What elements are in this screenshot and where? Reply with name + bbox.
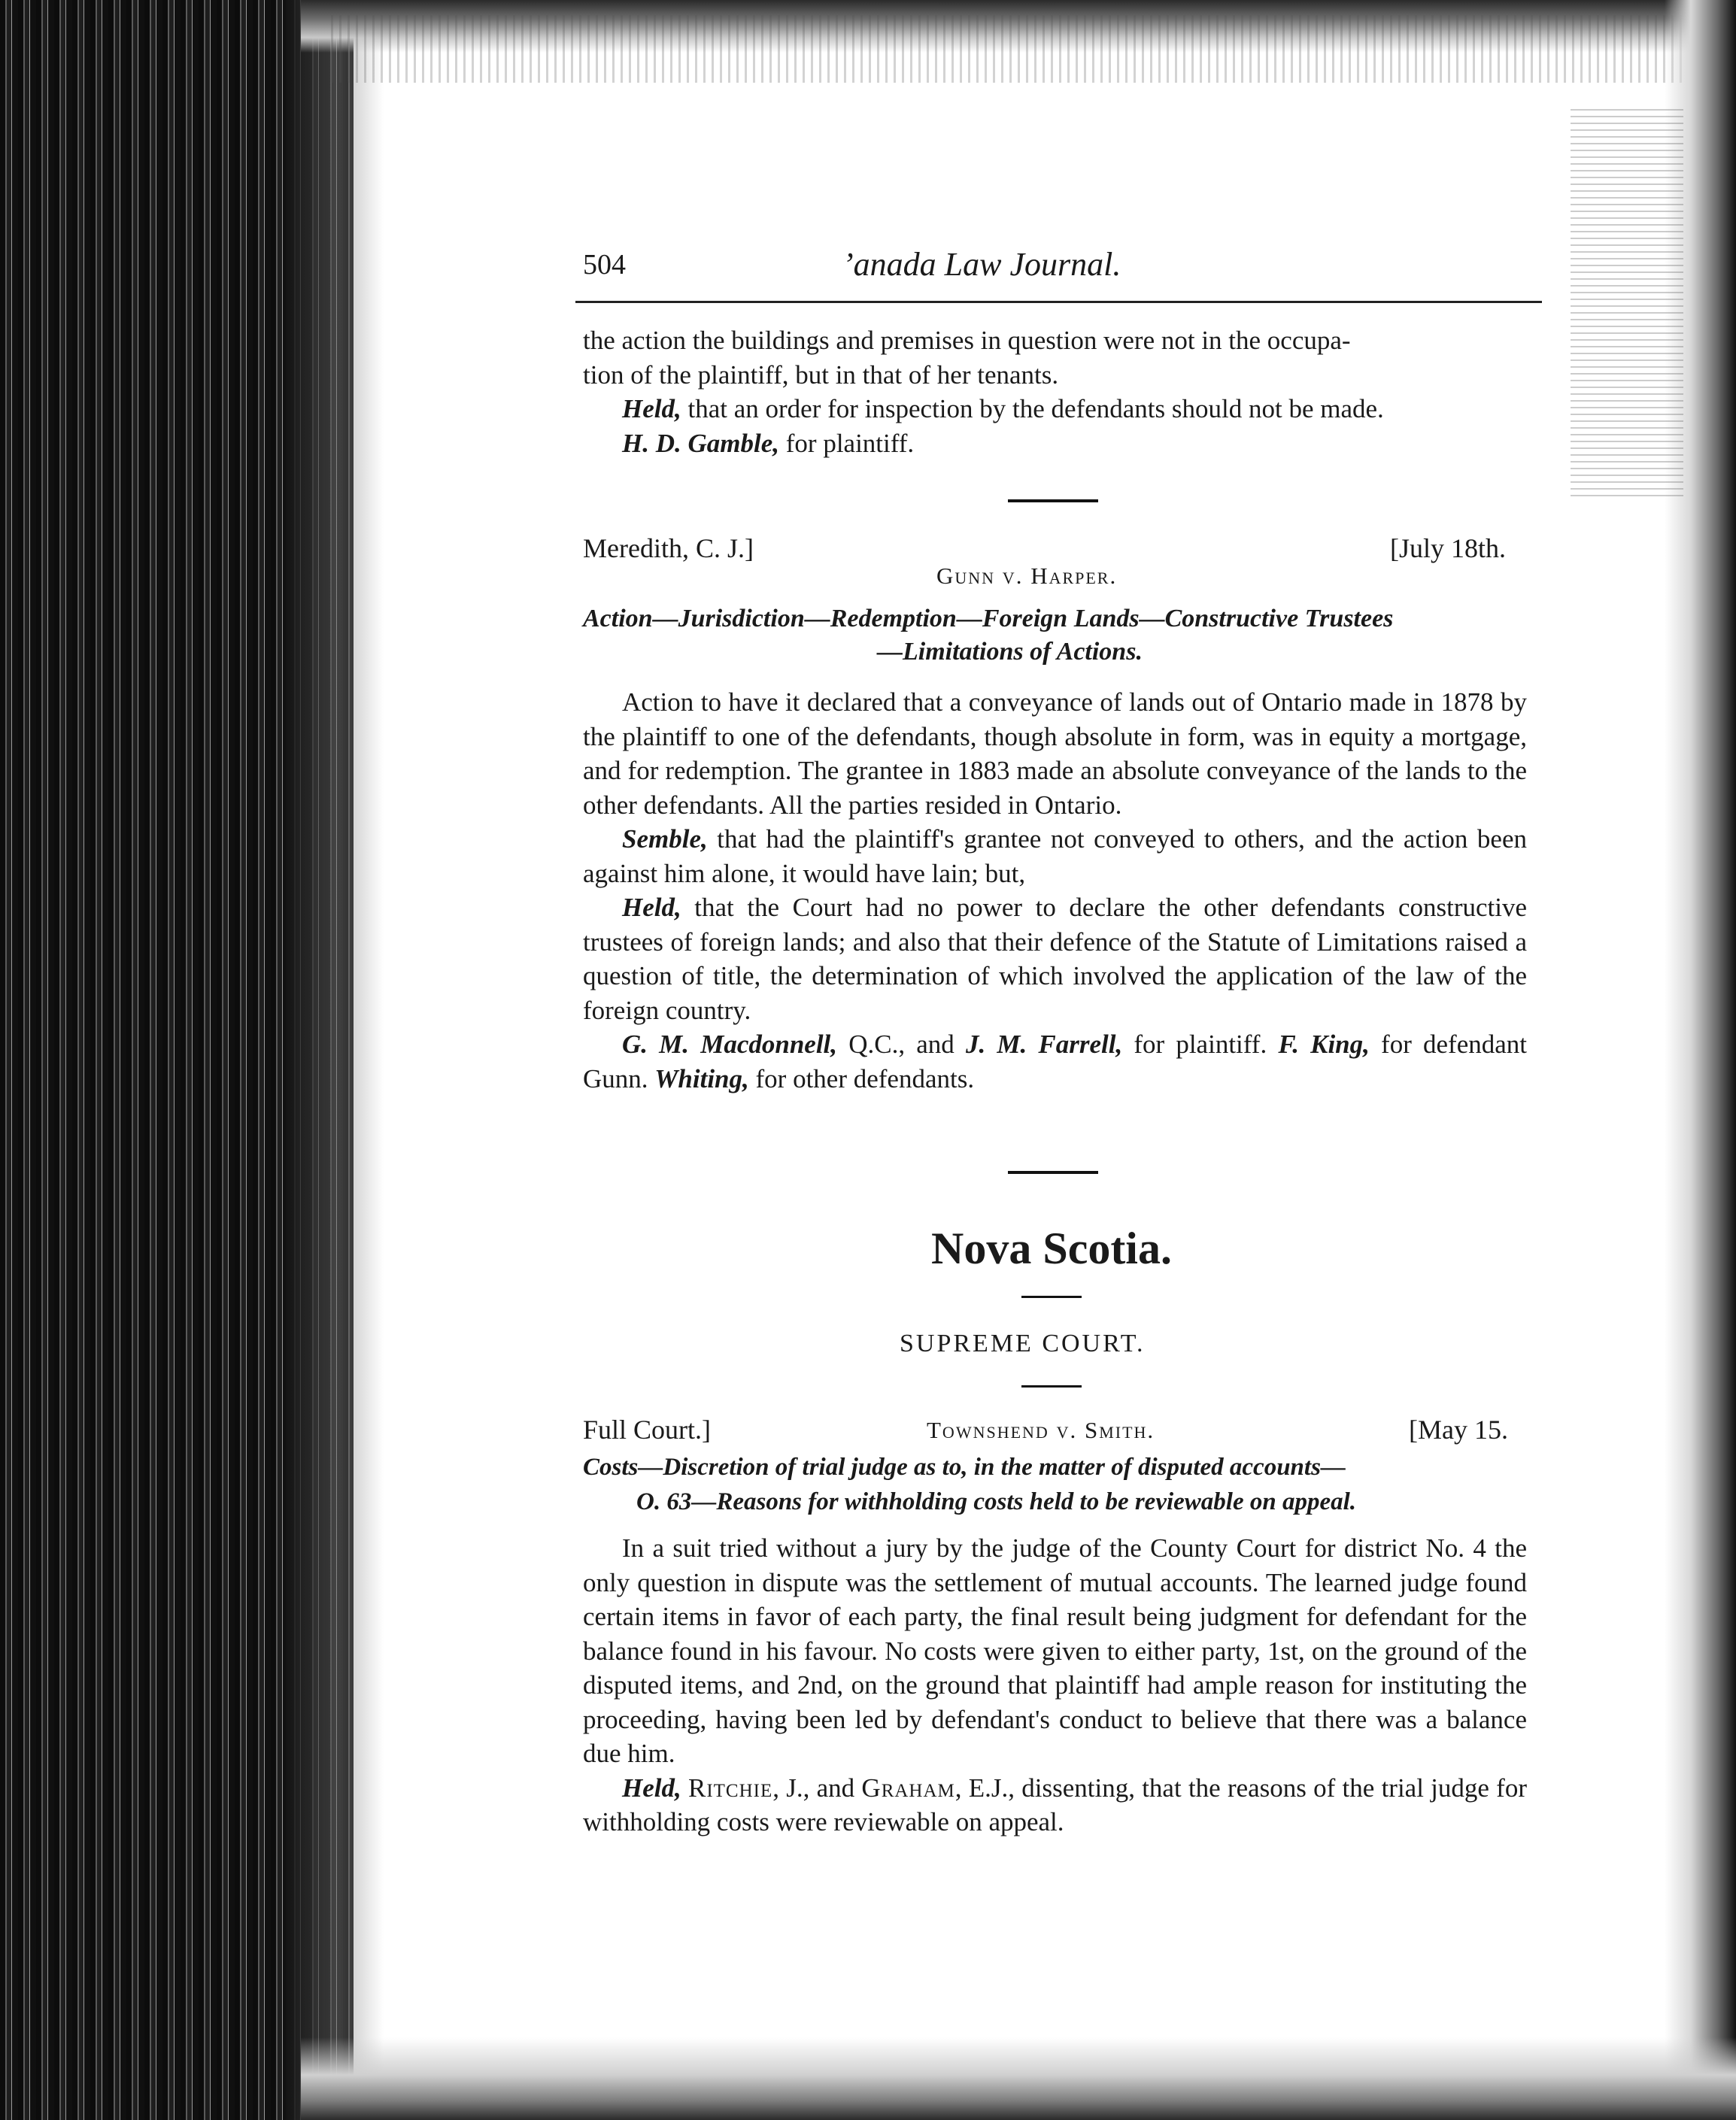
counsel-text: Q.C., and: [837, 1030, 966, 1059]
case1-semble: [583, 822, 1527, 890]
case2-catchwords-2: O. 63—Reasons for withholding costs held to be reviewable on appeal.: [636, 1488, 1357, 1515]
intro-block: [583, 323, 1527, 460]
case1-title: Gunn v. Harper.: [936, 563, 1118, 589]
section-separator: [1008, 1171, 1098, 1174]
judge-name: Ritchie: [687, 1773, 773, 1803]
counsel-text: for other defendants.: [748, 1063, 975, 1093]
intro-line-1: the action the buildings and premises in question were not in the occupa-: [583, 326, 1351, 355]
counsel-role: for plaintiff.: [779, 428, 915, 458]
held-text: , J., and: [772, 1773, 862, 1803]
case2-catchwords-1: Costs—Discretion of trial judge as to, in the matter of disputed accounts—: [583, 1454, 1346, 1481]
province-heading: Nova Scotia.: [931, 1224, 1172, 1273]
semble-label: Semble,: [622, 824, 708, 854]
running-head-title: ’anada Law Journal.: [842, 246, 1121, 283]
held-text: , E.J., dissenting, that the reasons of the trial judge for withholding costs were reviewable on appeal.: [583, 1773, 1527, 1836]
judge-name: Graham: [861, 1773, 955, 1803]
counsel-name: Whiting,: [654, 1063, 749, 1093]
case1-date: [July 18th.: [1390, 533, 1507, 563]
case1-counsel: [583, 1027, 1527, 1096]
counsel-text: for defendant Gunn.: [583, 1030, 1528, 1093]
counsel-text: for plaintiff.: [1122, 1030, 1279, 1059]
intro-held: [583, 392, 1527, 426]
semble-text: that had the plaintiff's grantee not conveyed to others, and the action been against him alone, it would have lain; but,: [583, 824, 1527, 888]
case2-held: [583, 1771, 1527, 1839]
intro-counsel: [583, 426, 1527, 461]
case1-held: [583, 890, 1527, 1027]
case1-body: [583, 685, 1527, 1096]
counsel-name: F. King,: [1278, 1030, 1370, 1059]
intro-line-2: tion of the plaintiff, but in that of her tenants.: [583, 359, 1059, 390]
case1-judge: Meredith, C. J.]: [583, 533, 754, 563]
held-label: Held,: [622, 893, 681, 922]
header-rule: [575, 301, 1542, 303]
held-label: Held,: [622, 1773, 681, 1803]
case2-judge: Full Court.]: [583, 1415, 712, 1445]
case1-catchwords-2: —Limitations of Actions.: [877, 638, 1143, 666]
case2-body: [583, 1531, 1527, 1839]
case2-date: [May 15.: [1409, 1415, 1508, 1445]
heading-rule: [1021, 1385, 1082, 1388]
held-text: that the Court had no power to declare the other defendants constructive trustees of foreign lands; and also that their defence of the Statute of Limitations raised a question of title, the determination of which involved the application of the law of the foreign country.: [583, 893, 1527, 1025]
page-number: 504: [583, 249, 626, 281]
case-separator: [1008, 499, 1098, 502]
case2-facts: In a suit tried without a jury by the judge of the County Court for district No. 4 the only question in dispute was the settlement of mutual accounts. The learned judge found certain items in favor of each party, the final result being judgment for defendant for the balance found in his favour. No costs were given to either party, 1st, on the ground of the disputed items, and 2nd, on the ground that plaintiff had ample reason for instituting the proceeding, having been led by defendant's conduct to believe that there was a balance due him.: [583, 1533, 1527, 1768]
counsel-name: H. D. Gamble,: [622, 428, 780, 458]
case1-catchwords-1: Action—Jurisdiction—Redemption—Foreign Lands—Constructive Trustees: [583, 605, 1394, 632]
case1-facts: Action to have it declared that a conveyance of lands out of Ontario made in 1878 by the plaintiff to one of the defendants, though absolute in form, was in equity a mortgage, and for redemption. The grantee in 1883 made an absolute conveyance of the lands to the other defendants. All the parties resided in Ontario.: [583, 687, 1527, 820]
held-label: Held,: [622, 394, 681, 423]
heading-rule: [1021, 1296, 1082, 1298]
held-text: that an order for inspection by the defendants should not be made.: [681, 394, 1384, 423]
case2-title: Townshend v. Smith.: [927, 1417, 1155, 1443]
court-heading: SUPREME COURT.: [900, 1330, 1146, 1357]
counsel-name: J. M. Farrell,: [965, 1030, 1123, 1059]
counsel-name: G. M. Macdonnell,: [622, 1030, 838, 1059]
